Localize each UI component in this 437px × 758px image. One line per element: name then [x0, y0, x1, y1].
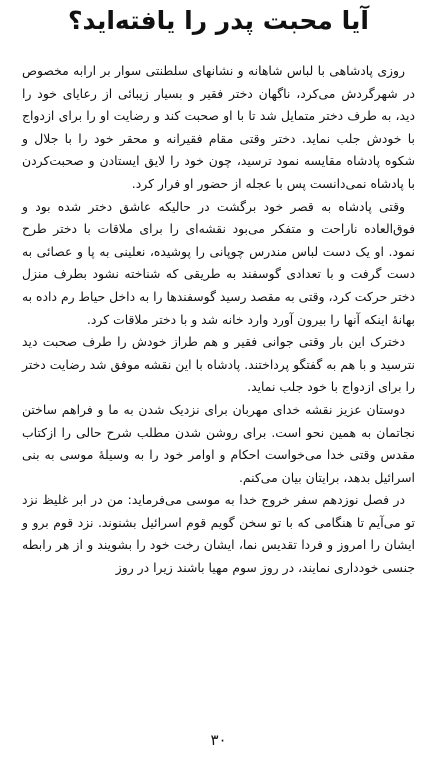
page-number: ۳۰	[210, 731, 227, 749]
paragraph-2: وقتی پادشاه به قصر خود برگشت در حالیکه عاشق دختر شده بود و فوق‌العاده ناراحت و متفکر می‌بود نقشه‌ای را برای ملاقات با دختر طرح نمود. او یک دست لباس مندرس چوپانی را پوشیده، نعلینی به پا و عصائی به دست گرفت و با تعدادی گوسفند به طریقی که شناخته نشود بطرف منزل دختر حرکت کرد، وقتی به مقصد رسید گوسفندها را به داخل حیاط رم داده به بهانهٔ اینکه آنها را بیرون آورد وارد خانه شد و با دختر ملاقات کرد.	[22, 198, 415, 327]
paragraph-5: در فصل نوزدهم سفر خروج خدا به موسی می‌فرماید: من در ابر غلیظ نزد تو می‌آیم تا هنگامی که با تو سخن گویم قوم اسرائیل بشنوند. نزد قوم برو و ایشان را امروز و فردا تقدیس نما، ایشان رخت خود را بشویند و از هر رابطه جنسی خودداری نمایند، در روز سوم مهیا باشند زیرا در روز	[22, 492, 415, 576]
paragraph-4: دوستان عزیز نقشه خدای مهربان برای نزدیک شدن به ما و فراهم ساختن نجاتمان به همین نحو است. برای روشن شدن مطلب شرح حالی را ازکتاب مقدس وقتی خدا می‌خواست احکام و اوامر خود را به وسیلهٔ موسی به بنی اسرائیل بدهد، برایتان بیان می‌کنم.	[22, 401, 415, 485]
paragraph-3: دخترک این بار وقتی جوانی فقیر و هم طراز خودش را طرف صحبت دید نترسید و با هم به گفتگو پرداختند. پادشاه با این نقشه موفق شد رضایت دختر را برای ازدواج با خود جلب نماید.	[22, 334, 415, 395]
page-title: آیا محبت پدر را یافته‌اید؟	[68, 6, 369, 35]
body-text	[22, 60, 415, 580]
paragraph-1: روزی پادشاهی با لباس شاهانه و نشانهای سلطنتی سوار بر ارابه مخصوص در شهرگردش می‌کرد، ناگهان دختر فقیر و بسیار زیبائی از رعایای خود را دید، به طرف دختر متمایل شد تا با او صحبت کند و رضایت او را برای ازدواج با خودش جلب نماید. دختر وقتی مقام فقیرانه و محقر خود را با جلال و شکوه پادشاه مقایسه نمود ترسید، چون خود را لایق ایستادن و صحبت‌کردن با پادشاه نمی‌دانست پس با عجله از حضور او فرار کرد.	[22, 63, 415, 191]
